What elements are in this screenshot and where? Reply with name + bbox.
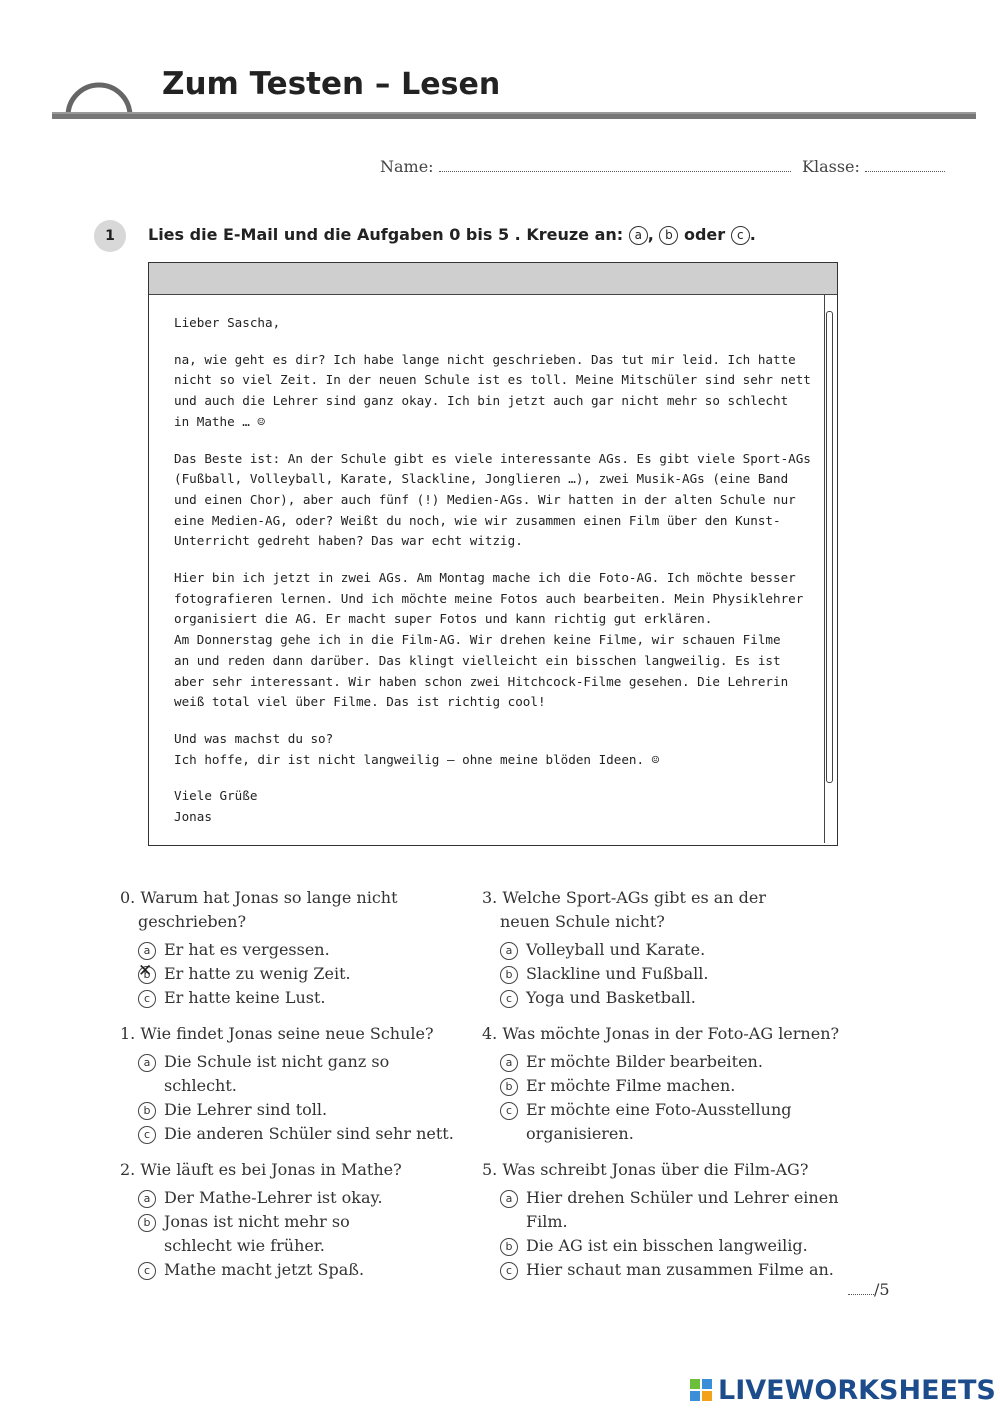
option-circle-icon[interactable]: a: [500, 942, 518, 960]
option-text: Er hatte zu wenig Zeit.: [164, 964, 351, 983]
option-text: Slackline und Fußball.: [526, 964, 709, 983]
questions-left-column: [120, 886, 455, 1294]
name-field: [380, 157, 791, 176]
option-text: Jonas ist nicht mehr so schlecht wie früher.: [164, 1212, 350, 1255]
instruction-or: oder: [683, 225, 726, 244]
question-block: [120, 1158, 455, 1282]
answer-option[interactable]: [500, 938, 872, 962]
answer-option[interactable]: [138, 938, 455, 962]
class-input-line[interactable]: [865, 170, 945, 172]
question-block: [482, 1022, 872, 1146]
title-main: Zum Testen –: [162, 66, 391, 102]
task-number-badge: 1: [94, 220, 126, 252]
page-title: [162, 66, 500, 102]
option-text: Er möchte Bilder bearbeiten.: [526, 1052, 763, 1071]
email-paragraph: Das Beste ist: An der Schule gibt es viele interessante AGs. Es gibt viele Sport-AGs (Fußball, Volleyball, Karate, Slackline, Jonglieren …), zwei Musik-AGs (eine Band und einen Chor), aber auch fünf (!) Medien-AGs. Wir hatten in der alten Schule nur eine Medien-AG, oder? Weißt du noch, wie wir zusammen einen Film über den Kunst- Unterricht gedreht haben? Das war echt witzig.: [174, 450, 811, 549]
name-label: Name:: [380, 157, 434, 176]
option-text: Er hat es vergessen.: [164, 940, 330, 959]
logo-grid-icon: [690, 1379, 712, 1401]
option-text: Die Schule ist nicht ganz so schlecht.: [164, 1052, 390, 1095]
option-text: Die anderen Schüler sind sehr nett.: [164, 1124, 454, 1143]
answer-option[interactable]: [500, 1258, 872, 1282]
option-circle-icon[interactable]: b: [138, 1102, 156, 1120]
name-input-line[interactable]: [439, 170, 791, 172]
score-total: /5: [874, 1280, 890, 1299]
scrollbar-thumb[interactable]: [826, 311, 833, 783]
email-body: [174, 313, 824, 844]
option-text: Er möchte Filme machen.: [526, 1076, 736, 1095]
answer-option[interactable]: [138, 1098, 455, 1122]
option-circle-icon[interactable]: c: [138, 1262, 156, 1280]
answer-option-checked[interactable]: [138, 962, 455, 986]
option-checked-cross-icon[interactable]: b ✕: [138, 966, 156, 984]
option-circle-icon[interactable]: a: [500, 1190, 518, 1208]
option-a-icon: a: [629, 226, 648, 245]
email-window: [148, 262, 838, 846]
option-b-icon: b: [659, 226, 678, 245]
questions-right-column: [482, 886, 872, 1294]
option-circle-icon[interactable]: b: [138, 1214, 156, 1232]
email-greeting: Lieber Sascha,: [174, 315, 281, 330]
option-circle-icon[interactable]: a: [138, 942, 156, 960]
question-title: 0. Warum hat Jonas so lange nicht geschrieben?: [120, 888, 398, 931]
answer-option[interactable]: [138, 1122, 455, 1146]
question-block: [482, 886, 872, 1010]
instruction-sep: ,: [647, 225, 654, 244]
score-input-line[interactable]: [848, 1293, 874, 1295]
option-circle-icon[interactable]: b: [500, 1078, 518, 1096]
email-paragraph: Hier bin ich jetzt in zwei AGs. Am Montag mache ich die Foto-AG. Ich möchte besser fotografieren lernen. Und ich möchte meine Fotos auch bearbeiten. Mein Physiklehrer organisiert die AG. Er macht super Fotos und kann richtig gut erklären. Am Donnerstag gehe ich in die Film-AG. Wir drehen keine Filme, wir schauen Filme an und reden dann darüber. Das klingt vielleicht ein bisschen langweilig. Es ist aber sehr interessant. Wir haben schon zwei Hitchcock-Filme gesehen. Die Lehrerin weiß total viel über Filme. Das ist richtig cool!: [174, 570, 804, 710]
answer-option[interactable]: [500, 1050, 872, 1074]
answer-option[interactable]: [500, 1234, 872, 1258]
option-circle-icon[interactable]: a: [500, 1054, 518, 1072]
answer-option[interactable]: [500, 1098, 872, 1146]
option-text: Hier drehen Schüler und Lehrer einen Film.: [526, 1188, 839, 1231]
option-circle-icon[interactable]: c: [500, 1102, 518, 1120]
option-circle-icon[interactable]: b: [500, 1238, 518, 1256]
instruction-text: Lies die E-Mail und die Aufgaben 0 bis 5 . Kreuze an:: [148, 225, 624, 244]
class-field: [802, 157, 945, 176]
answer-option[interactable]: [500, 1074, 872, 1098]
option-text: Der Mathe-Lehrer ist okay.: [164, 1188, 383, 1207]
question-block: [482, 1158, 872, 1282]
question-title: 5. Was schreibt Jonas über die Film-AG?: [482, 1160, 809, 1179]
question-block: [120, 1022, 455, 1146]
option-text: Die AG ist ein bisschen langweilig.: [526, 1236, 808, 1255]
option-c-icon: c: [731, 226, 750, 245]
option-text: Yoga und Basketball.: [526, 988, 696, 1007]
class-label: Klasse:: [802, 157, 860, 176]
email-paragraph: na, wie geht es dir? Ich habe lange nicht geschrieben. Das tut mir leid. Ich hatte nicht so viel Zeit. In der neuen Schule ist es toll. Meine Mitschüler sind sehr nett und auch die Lehrer sind ganz okay. Ich bin jetzt auch gar nicht mehr so schlecht in Mathe … ☺: [174, 351, 811, 429]
email-title-bar: [149, 263, 837, 295]
option-text: Hier schaut man zusammen Filme an.: [526, 1260, 834, 1279]
answer-option[interactable]: [138, 1050, 455, 1098]
liveworksheets-logo: [690, 1375, 996, 1406]
option-circle-icon[interactable]: c: [500, 990, 518, 1008]
option-circle-icon[interactable]: c: [138, 1126, 156, 1144]
logo-text: LIVEWORKSHEETS: [718, 1375, 996, 1406]
option-text: Die Lehrer sind toll.: [164, 1100, 328, 1119]
answer-option[interactable]: [138, 1186, 455, 1210]
question-title: 1. Wie findet Jonas seine neue Schule?: [120, 1024, 434, 1043]
answer-option[interactable]: [138, 1210, 455, 1258]
answer-option[interactable]: [138, 1258, 455, 1282]
answer-option[interactable]: [138, 986, 455, 1010]
answer-option[interactable]: [500, 962, 872, 986]
question-title: 3. Welche Sport-AGs gibt es an der neuen Schule nicht?: [482, 888, 767, 931]
option-circle-icon[interactable]: a: [138, 1190, 156, 1208]
option-text: Mathe macht jetzt Spaß.: [164, 1260, 365, 1279]
option-circle-icon[interactable]: c: [138, 990, 156, 1008]
option-text: Er möchte eine Foto-Ausstellung organisieren.: [526, 1100, 792, 1143]
email-closing: Viele Grüße Jonas: [174, 788, 258, 825]
option-circle-icon[interactable]: c: [500, 1262, 518, 1280]
question-title: 2. Wie läuft es bei Jonas in Mathe?: [120, 1160, 402, 1179]
score-field: [848, 1280, 890, 1299]
answer-option[interactable]: [500, 986, 872, 1010]
answer-option[interactable]: [500, 1186, 872, 1234]
option-circle-icon[interactable]: a: [138, 1054, 156, 1072]
header-rule: [52, 114, 976, 119]
option-text: Er hatte keine Lust.: [164, 988, 326, 1007]
option-text: Volleyball und Karate.: [526, 940, 706, 959]
title-sub: Lesen: [401, 67, 501, 102]
option-circle-icon[interactable]: b: [500, 966, 518, 984]
question-block: [120, 886, 455, 1010]
email-paragraph: Und was machst du so? Ich hoffe, dir ist nicht langweilig – ohne meine blöden Ideen. ☺: [174, 730, 660, 767]
task-instruction: Lies die E-Mail und die Aufgaben 0 bis 5 . Kreuze an: a , b oder c .: [148, 225, 756, 244]
question-title: 4. Was möchte Jonas in der Foto-AG lernen?: [482, 1024, 840, 1043]
